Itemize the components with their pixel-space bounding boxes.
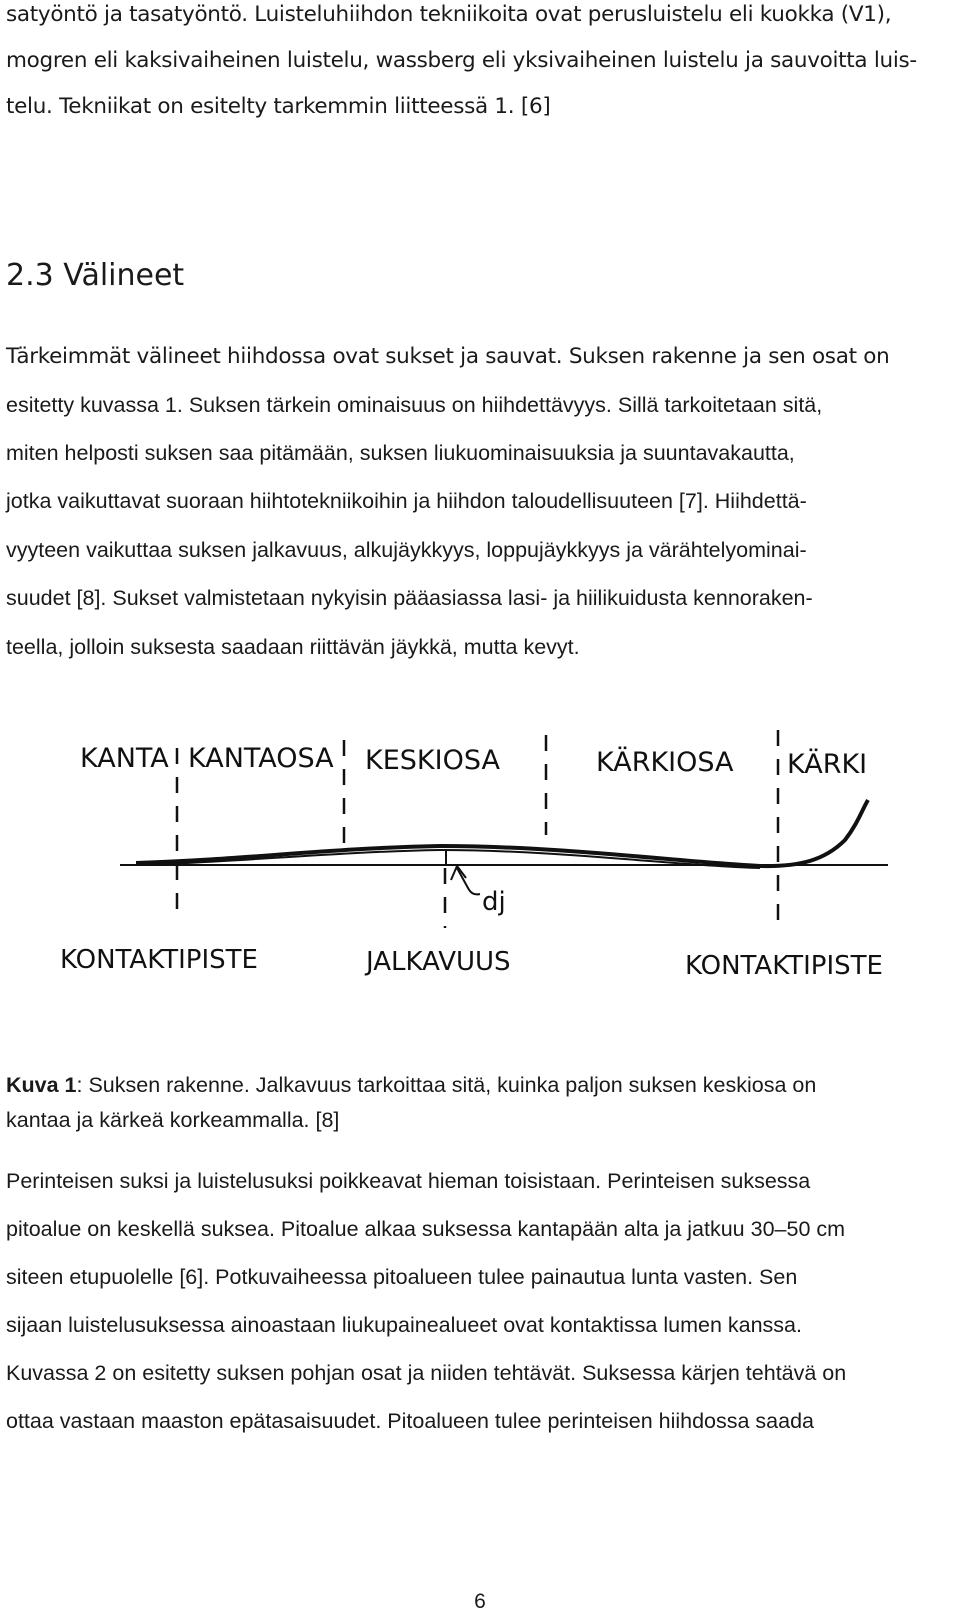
label-kanta: KANTA <box>80 743 169 774</box>
body-line-6: ottaa vastaan maaston epätasaisuudet. Pitoalueen tulee perinteisen hiihdossa saada <box>6 1409 815 1433</box>
section-line-5: vyyteen vaikuttaa suksen jalkavuus, alkujäykkyys, loppujäykkyys ja värähtelyominai- <box>6 538 807 562</box>
caption-label: Kuva 1 <box>6 1073 77 1097</box>
section-line-4: jotka vaikuttavat suoraan hiihtotekniikoihin ja hiihdon taloudellisuuteen [7]. Hiihdettä- <box>6 489 807 513</box>
section-line-2: esitetty kuvassa 1. Suksen tärkein ominaisuus on hiihdettävyys. Sillä tarkoitetaan sitä, <box>6 393 823 417</box>
section-line-7: teella, jolloin suksesta saadaan riittävän jäykkä, mutta kevyt. <box>6 635 580 659</box>
body-line-5: Kuvassa 2 on esitetty suksen pohjan osat ja niiden tehtävät. Suksessa kärjen tehtävä on <box>6 1361 847 1385</box>
intro-line-1: satyöntö ja tasatyöntö. Luisteluhiihdon tekniikoita ovat perusluistelu eli kuokka (V1), <box>6 2 892 27</box>
label-kontaktipiste-left: KONTAKTIPISTE <box>60 945 258 975</box>
ski-profile <box>136 800 868 866</box>
section-heading: 2.3 Välineet <box>6 258 185 293</box>
label-kontaktipiste-right: KONTAKTIPISTE <box>685 951 883 981</box>
caption-line-2: kantaa ja kärkeä korkeammalla. [8] <box>6 1108 340 1132</box>
body-line-4: sijaan luistelusuksessa ainoastaan liukupainealueet ovat kontaktissa lumen kanssa. <box>6 1313 802 1337</box>
section-line-3: miten helposti suksen saa pitämään, suksen liukuominaisuuksia ja suuntavakautta, <box>6 441 795 465</box>
label-dj: dj <box>482 887 506 917</box>
section-line-1: Tärkeimmät välineet hiihdossa ovat sukset ja sauvat. Suksen rakenne ja sen osat on <box>6 344 890 369</box>
label-jalkavuus: JALKAVUUS <box>366 947 511 977</box>
label-keskiosa: KESKIOSA <box>365 745 500 776</box>
body-line-2: pitoalue on keskellä suksea. Pitoalue alkaa suksessa kantapään alta ja jatkuu 30–50 cm <box>6 1217 846 1241</box>
label-karki: KÄRKI <box>787 749 868 780</box>
body-line-1: Perinteisen suksi ja luistelusuksi poikkeavat hieman toisistaan. Perinteisen suksessa <box>6 1169 811 1193</box>
caption-text: : Suksen rakenne. Jalkavuus tarkoittaa sitä, kuinka paljon suksen keskiosa on <box>76 1073 817 1097</box>
dj-arrow <box>446 850 480 894</box>
label-kantaosa: KANTAOSA <box>188 743 334 774</box>
label-karkiosa: KÄRKIOSA <box>596 747 734 778</box>
intro-line-2: mogren eli kaksivaiheinen luistelu, wassberg eli yksivaiheinen luistelu ja sauvoitta luis- <box>6 48 917 73</box>
intro-line-3: telu. Tekniikat on esitelty tarkemmin liitteessä 1. [6] <box>6 94 551 119</box>
page-number: 6 <box>474 1590 486 1613</box>
section-line-6: suudet [8]. Sukset valmistetaan nykyisin pääasiassa lasi- ja hiilikuidusta kennoraken- <box>6 586 813 610</box>
caption-line-1 <box>6 1073 816 1098</box>
body-line-3: siteen etupuolelle [6]. Potkuvaiheessa pitoalueen tulee painautua lunta vasten. Sen <box>6 1265 798 1289</box>
